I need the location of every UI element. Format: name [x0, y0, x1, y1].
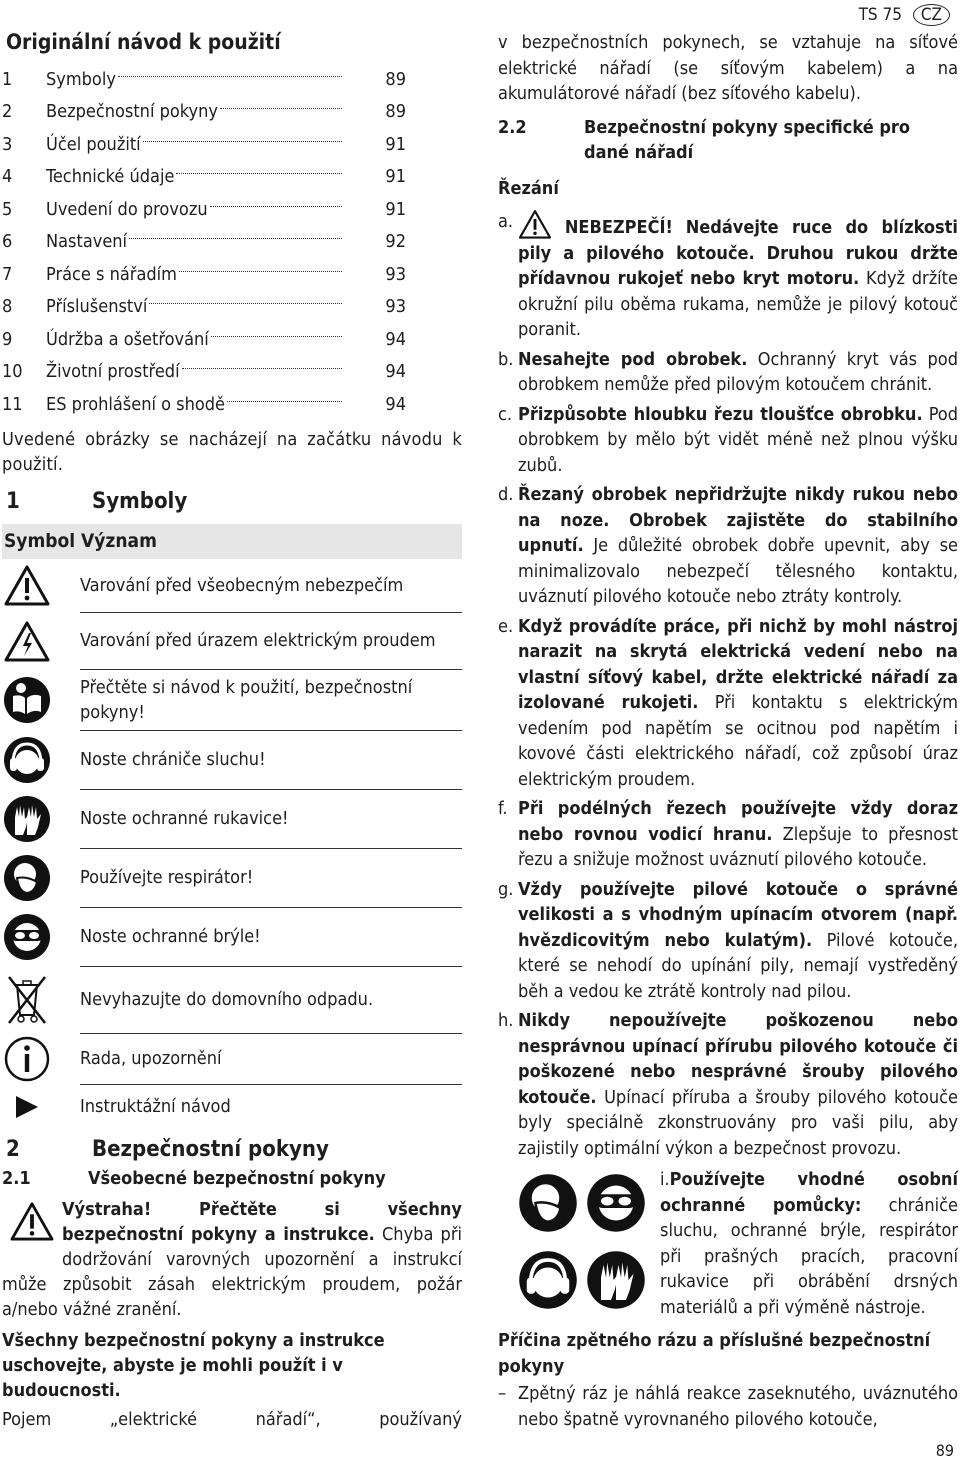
- toc-label: Technické údaje: [46, 166, 175, 188]
- toc-label: Účel použití: [46, 133, 141, 155]
- safety-item-c: c. Přizpůsobte hloubku řezu tloušťce obrobku. Pod obrobkem by mělo být vidět méně než plnou výšku zubů.: [498, 403, 958, 476]
- symbol-row: Přečtěte si návod k použití, bezpečnostní pokyny!: [80, 670, 462, 731]
- toc-entry: [2, 356, 436, 389]
- model-code: TS 75: [858, 5, 902, 25]
- toc-page: 91: [385, 133, 406, 155]
- toc-number: 3: [2, 133, 13, 155]
- warning-triangle-icon: [2, 560, 52, 610]
- cutting-heading: Řezání: [498, 177, 559, 199]
- respirator-icon: [2, 853, 52, 903]
- symbol-row: Varování před úrazem elektrickým proudem: [80, 613, 462, 670]
- toc-page: 91: [385, 166, 406, 188]
- toc-number: 2: [2, 101, 13, 123]
- toc-number: 10: [2, 361, 23, 383]
- toc-leader: [227, 401, 342, 402]
- safety-item-i: i.Používejte vhodné osobní ochranné pomůcky: chrániče sluchu, ochranné brýle, respirátor při prašných pracích, pracovní rukavice při obrábění drsných materiálů a při výměně nástroje.: [498, 1167, 958, 1320]
- goggles-icon: [586, 1173, 646, 1233]
- toc-number: 4: [2, 166, 13, 188]
- toc-leader: [118, 76, 342, 77]
- symbol-table: [2, 559, 462, 1129]
- toc-leader: [220, 108, 342, 109]
- symbol-row: Noste ochranné rukavice!: [80, 790, 462, 849]
- toc-label: Nastavení: [46, 231, 128, 253]
- toc-leader: [179, 271, 342, 272]
- safety-item-b: b. Nesahejte pod obrobek. Ochranný kryt vás pod obrobkem nemůže před pilovým kotoučem chránit.: [498, 348, 958, 395]
- toc-leader: [149, 303, 342, 304]
- read-manual-icon: [2, 675, 52, 725]
- toc-entry: [2, 161, 436, 194]
- toc-label: Bezpečnostní pokyny: [46, 101, 218, 123]
- toc-page: 93: [385, 263, 406, 285]
- warning-triangle-icon: [518, 209, 552, 239]
- general-warning: Výstraha! Přečtěte si všechny bezpečnostní pokyny a instrukce. Chyba při dodržování varovných upozornění a instrukcí může způsobit zásah elektrickým proudem, požár a/nebo vážné zranění.: [2, 1198, 462, 1320]
- toc-label: ES prohlášení o shodě: [46, 393, 226, 415]
- toc-entry: [2, 258, 436, 291]
- safety-item-h: h. Nikdy nepoužívejte poškozenou nebo nesprávnou upínací přírubu pilového kotouče či poškozené nebo nesprávné šrouby pilového kotouče. Upínací příruba a šrouby pilového kotouče byly speciálně zkonstruovány pro vaši pilu, aby zajistily optimální výkon a bezpečnost provozu.: [498, 1010, 958, 1159]
- toc-label: Symboly: [46, 68, 116, 90]
- toc-number: 11: [2, 393, 23, 415]
- toc-leader: [211, 336, 342, 337]
- toc-number: 9: [2, 328, 13, 350]
- keep-instructions: Všechny bezpečnostní pokyny a instrukce uschovejte, abyste je mohli použít i v budoucnosti.: [2, 1329, 385, 1401]
- term-definition-continued: v bezpečnostních pokynech, se vztahuje na síťové elektrické nářadí (se síťovým kabelem) a na akumulátorové nářadí (bez síťového kabelu).: [498, 32, 958, 104]
- safety-item-f: f. Při podélných řezech používejte vždy doraz nebo rovnou vodicí hranu. Zlepšuje to přesnost řezu a snižuje možnost uváznutí pilového kotouče.: [498, 798, 958, 870]
- gloves-icon: [586, 1250, 646, 1310]
- toc-number: 1: [2, 68, 13, 90]
- kickback-item: – Zpětný ráz je náhlá reakce zaseknutého, uváznutého nebo špatně vyrovnaného pilového kotouče,: [498, 1383, 958, 1430]
- right-column: [498, 30, 958, 1432]
- electric-shock-icon: [2, 616, 52, 666]
- toc-label: Životní prostředí: [46, 361, 180, 383]
- toc-entry: [2, 63, 436, 96]
- toc-leader: [176, 173, 342, 174]
- toc-number: 6: [2, 231, 13, 253]
- safety-item-a: a. NEBEZPEČÍ! Nedávejte ruce do blízkosti pily a pilového kotouče. Druhou rukou držte přídavnou rukojeť nebo kryt motoru. Když držíte okružní pilu oběma rukama, nemůže je pilový kotouč poranit.: [498, 211, 958, 340]
- toc-page: 89: [385, 101, 406, 123]
- toc-leader: [143, 141, 342, 142]
- info-icon: [2, 1034, 52, 1084]
- symbol-row: Noste chrániče sluchu!: [80, 731, 462, 790]
- toc-label: Údržba a ošetřování: [46, 328, 209, 350]
- kickback-heading: Příčina zpětného rázu a příslušné bezpečnostní pokyny: [498, 1330, 931, 1377]
- section-2-1-heading: 2.1 Všeobecné bezpečnostní pokyny: [2, 1167, 386, 1189]
- symbol-row: Noste ochranné brýle!: [80, 908, 462, 967]
- toc-entry: [2, 323, 436, 356]
- toc-leader: [210, 206, 342, 207]
- toc-page: 94: [385, 361, 406, 383]
- left-column: [2, 30, 462, 1432]
- symbol-table-header: Symbol Význam: [2, 524, 462, 559]
- gloves-icon: [2, 794, 52, 844]
- toc-label: Práce s nářadím: [46, 263, 177, 285]
- toc-entry: [2, 96, 436, 129]
- page-number: 89: [935, 1441, 954, 1460]
- safety-item-d: d. Řezaný obrobek nepřidržujte nikdy rukou nebo na noze. Obrobek zajistěte do stabilního upnutí. Je důležité obrobek dobře upevnit, aby se minimalizovalo nebezpečí tělesného kontaktu, uváznutí pilového kotouče nebo ztráty kontroly.: [498, 484, 958, 607]
- toc-leader: [129, 238, 342, 239]
- toc-label: Příslušenství: [46, 296, 148, 318]
- toc-label: Uvedení do provozu: [46, 198, 208, 220]
- symbol-row: Používejte respirátor!: [80, 849, 462, 908]
- safety-item-g: g. Vždy používejte pilové kotouče o správné velikosti a s vhodným upínacím otvorem (např. hvězdicovitým nebo kulatým). Pilové kotouče, které se nehodí do upínání pily, nemají vystředěný běh a vedou ke ztrátě kontroly nad pilou.: [498, 878, 958, 1002]
- toc-page: 92: [385, 231, 406, 253]
- symbol-row: Rada, upozornění: [80, 1034, 462, 1085]
- language-badge: CZ: [913, 4, 950, 26]
- symbol-row: Varování před všeobecným nebezpečím: [80, 559, 462, 613]
- section-2-2-heading: 2.2 Bezpečnostní pokyny specifické pro dané nářadí: [498, 116, 911, 163]
- safety-item-e: e. Když provádíte práce, při nichž by mohl nástroj narazit na skrytá elektrická vedení nebo na vlastní síťový kabel, držte elektrické nářadí za izolované rukojeti. Při kontaktu s elektrickým vedením pod napětím se ocitnou pod napětím i kovové části elektrického nářadí, což způsobí úraz elektrickým proudem.: [498, 615, 958, 790]
- toc-entry: [2, 193, 436, 226]
- ear-protection-icon: [2, 735, 52, 785]
- respirator-icon: [518, 1173, 578, 1233]
- safety-items: [498, 209, 958, 1161]
- warning-triangle-icon: [2, 1197, 62, 1253]
- symbol-row: Instruktážní návod: [80, 1085, 462, 1129]
- toc-entry: [2, 388, 436, 421]
- page-header: [859, 4, 950, 26]
- document-title: Originální návod k použití: [6, 30, 281, 54]
- ppe-icons: [498, 1167, 660, 1320]
- table-of-contents: [2, 63, 436, 421]
- toc-page: 93: [385, 296, 406, 318]
- toc-entry: [2, 128, 436, 161]
- section-2-heading: 2 Bezpečnostní pokyny: [6, 1136, 329, 1162]
- figures-note: Uvedené obrázky se nacházejí na začátku návodu k použití.: [2, 428, 462, 475]
- toc-page: 91: [385, 198, 406, 220]
- symbol-row: Nevyhazujte do domovního odpadu.: [80, 967, 462, 1034]
- term-definition-start: Pojem „elektrické nářadí“, používaný: [2, 1408, 462, 1430]
- toc-entry: [2, 226, 436, 259]
- toc-page: 89: [385, 68, 406, 90]
- toc-leader: [182, 368, 342, 369]
- toc-number: 7: [2, 263, 13, 285]
- toc-number: 8: [2, 296, 13, 318]
- toc-number: 5: [2, 198, 13, 220]
- arrow-icon: [2, 1082, 52, 1132]
- toc-page: 94: [385, 328, 406, 350]
- toc-page: 94: [385, 393, 406, 415]
- toc-entry: [2, 291, 436, 324]
- goggles-icon: [2, 912, 52, 962]
- ear-protection-icon: [518, 1250, 578, 1310]
- crossed-bin-icon: [2, 975, 52, 1025]
- section-1-heading: 1 Symboly: [6, 488, 188, 514]
